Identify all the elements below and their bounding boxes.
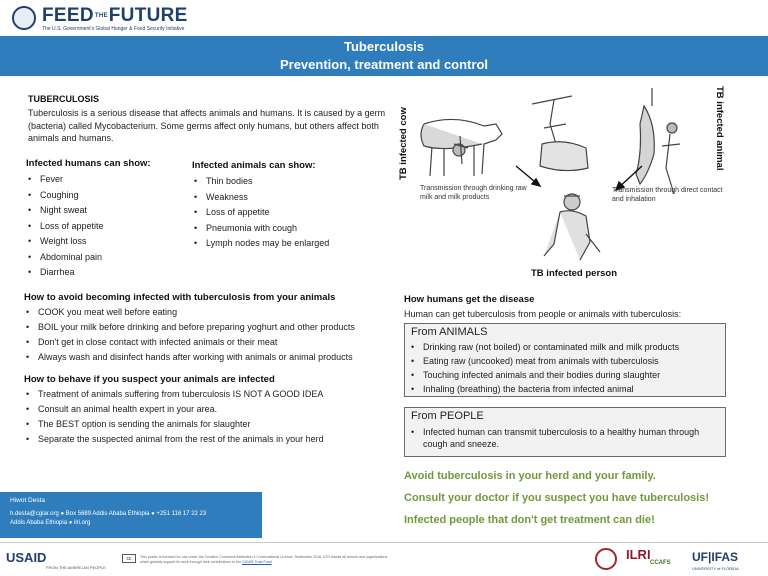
ilri-logo: ILRI — [626, 547, 651, 562]
usaid-tagline: FROM THE AMERICAN PEOPLE — [46, 565, 106, 570]
contact-line1: h.desta@cgiar.org ● Box 5689 Addis Ababa Ethiopia ● +251 116 17 22 23 — [10, 511, 207, 517]
slaughter-illustration — [532, 96, 588, 171]
avoid-list — [24, 305, 355, 365]
get-heading: How humans get the disease — [404, 294, 535, 305]
list-item: • The BEST option is sending the animals for slaughter — [24, 417, 324, 432]
animals-symptom-list — [192, 174, 329, 252]
animals-heading: Infected animals can show: — [192, 160, 316, 171]
license-text — [140, 555, 390, 565]
footer-divider — [0, 542, 768, 543]
hanging-animal-illustration — [636, 88, 680, 194]
list-item: • Drinking raw (not boiled) or contaminated milk and milk products — [409, 340, 679, 354]
intro-text: Tuberculosis is a serious disease that affects animals and humans. It is caused by a germ (bacteria) called Mycobacterium. Some germs affect only humans, but others affect both animals and humans. — [28, 108, 386, 143]
contact-line2: Addis Ababa Ethiopia ● ilri.org — [10, 520, 91, 526]
contact-box — [0, 492, 262, 538]
humans-symptom-list — [26, 172, 104, 281]
cow-illustration — [421, 119, 502, 176]
list-item: • Night sweat — [26, 203, 104, 219]
list-item: • Eating raw (uncooked) meat from animals with tuberculosis — [409, 354, 679, 368]
get-intro: Human can get tuberculosis from people or animals with tuberculosis: — [404, 309, 682, 319]
list-item: • COOK you meat well before eating — [24, 305, 355, 320]
from-animals-list — [409, 340, 679, 396]
logo-tagline: The U.S. Government's Global Hunger & Food Security Initiative — [42, 26, 185, 32]
list-item: • Abdominal pain — [26, 250, 104, 266]
list-item: • BOIL your milk before drinking and before preparing yoghurt and other products — [24, 320, 355, 335]
list-item: • Weakness — [192, 190, 329, 206]
humans-heading: Infected humans can show: — [26, 158, 151, 169]
list-item: • Always wash and disinfect hands after working with animals or animal products — [24, 350, 355, 365]
list-item: • Pneumonia with cough — [192, 221, 329, 237]
list-item: • Loss of appetite — [192, 205, 329, 221]
list-item: • Separate the suspected animal from the rest of the animals in your herd — [24, 432, 324, 447]
creative-commons-icon: cc — [122, 554, 136, 563]
list-item: • Diarrhea — [26, 265, 104, 281]
label-tb-person: TB infected person — [531, 268, 618, 279]
avoid-heading: How to avoid becoming infected with tuberculosis from your animals — [24, 292, 336, 303]
behave-list — [24, 387, 324, 447]
message-avoid: Avoid tuberculosis in your herd and your family. — [404, 470, 656, 482]
logo-future: FUTURE — [108, 5, 188, 26]
us-seal-icon — [12, 6, 36, 30]
sick-person-illustration — [544, 194, 600, 260]
list-item: • Thin bodies — [192, 174, 329, 190]
page-title: Tuberculosis — [344, 39, 424, 54]
label-tb-cow: TB infected cow — [398, 107, 409, 180]
uf-tagline: UNIVERSITY of FLORIDA — [692, 566, 739, 571]
intro-heading: TUBERCULOSIS — [28, 94, 100, 104]
list-item: • Infected human can transmit tuberculosis to a healthy human through cough and sneeze. — [409, 426, 719, 450]
message-consult: Consult your doctor if you suspect you have tuberculosis! — [404, 492, 709, 504]
list-item: • Consult an animal health expert in your area. — [24, 402, 324, 417]
caption-milk: Transmission through drinking raw milk and milk products — [420, 185, 527, 201]
from-animals-box — [404, 323, 726, 397]
list-item: • Weight loss — [26, 234, 104, 250]
list-item: • Don't get in close contact with infected animals or their meat — [24, 335, 355, 350]
from-animals-heading: From ANIMALS — [411, 326, 488, 338]
logo-feed: FEED — [42, 5, 94, 26]
list-item: • Treatment of animals suffering from tuberculosis IS NOT A GOOD IDEA — [24, 387, 324, 402]
uf-ifas-logo: UF|IFAS — [692, 550, 739, 564]
message-treatment: Infected people that don't get treatment can die! — [404, 514, 655, 526]
list-item: • Inhaling (breathing) the bacteria from infected animal — [409, 382, 679, 396]
from-people-list — [409, 426, 719, 450]
list-item: • Lymph nodes may be enlarged — [192, 236, 329, 252]
list-item: • Loss of appetite — [26, 219, 104, 235]
list-item: • Coughing — [26, 188, 104, 204]
list-item: • Fever — [26, 172, 104, 188]
cgiar-trust-fund-link[interactable]: CGIAR Trust Fund — [242, 560, 272, 564]
from-people-heading: From PEOPLE — [411, 410, 484, 422]
from-people-box — [404, 407, 726, 457]
behave-heading: How to behave if you suspect your animals are infected — [24, 374, 275, 385]
ccafs-logo: CCAFS — [650, 560, 671, 566]
contact-name: Hiwot Desta — [10, 497, 46, 504]
logo-the: THE — [94, 12, 108, 19]
feed-the-future-logo — [42, 5, 188, 27]
label-tb-animal: TB infected animal — [714, 86, 725, 171]
list-item: • Touching infected animals and their bodies during slaughter — [409, 368, 679, 382]
partner-seal-icon — [595, 548, 617, 570]
license-body: This poster is licensed for use under the Creative Commons Attribution 4.0 International Licence. September 2016. ILRI thanks all donors and organizations which globally support its work through their contributions to the — [140, 555, 388, 564]
caption-contact: Transmission through direct contact and inhalation — [612, 187, 723, 203]
page-subtitle: Prevention, treatment and control — [279, 57, 489, 72]
usaid-logo: USAID — [6, 550, 47, 565]
